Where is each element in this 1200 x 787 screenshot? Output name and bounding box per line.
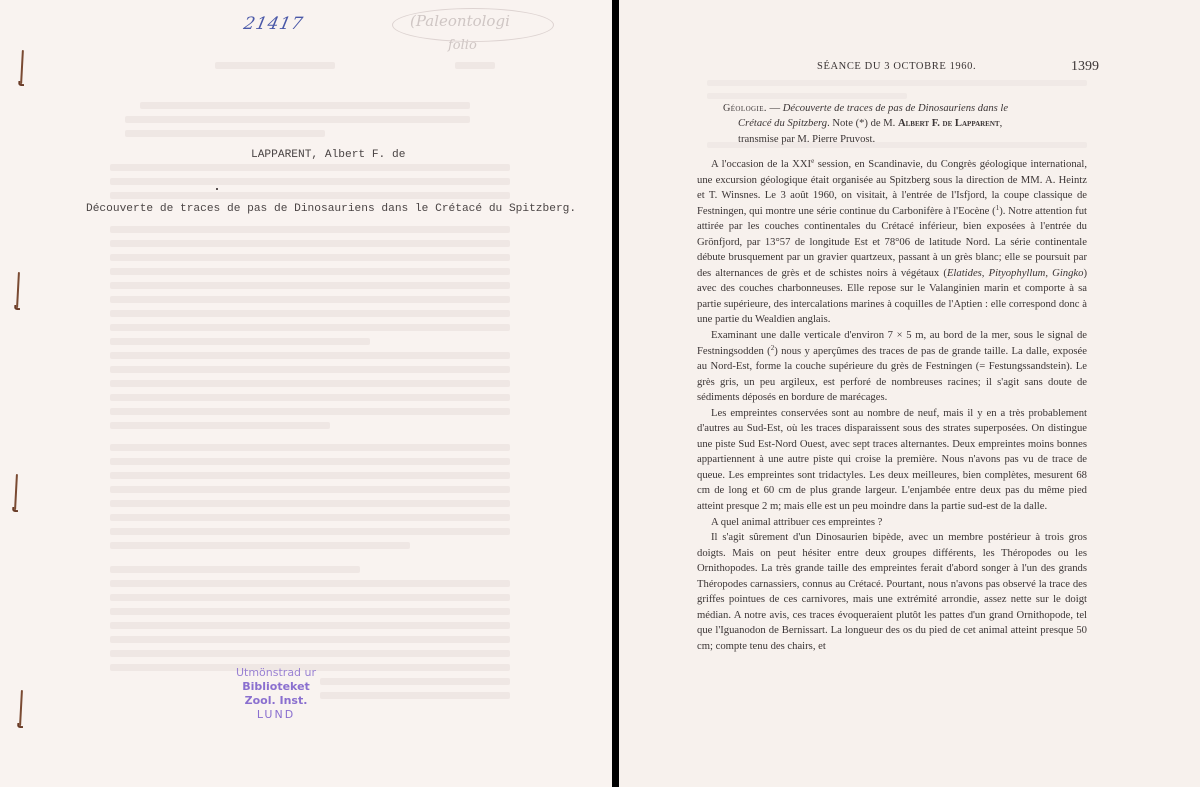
article-author: Albert F. de Lapparent — [897, 118, 1000, 130]
accession-number: 21417 — [241, 14, 306, 34]
pencil-annotation-folio: folio — [448, 38, 477, 53]
paragraph-5: Il s'agit sûrement d'un Dinosaurien bipède, avec un membre postérieur à trois gros doigts. Mais on peut hésiter entre deux groupes différents, les Théropodes ou les Ornithopodes. La très grande taille des empreintes ferait d'abord songer à l'un des grands Théropodes carnassiers, connus au Crétacé. Pourtant, nous n'avons pas observé la trace des griffes pointues de ces carnivores, mais une extrémité arrondie, assez nette sur le doigt médian. A notre avis, ces traces évoqueraient plutôt les pattes d'un grand Ornithopode, tel que l'Iguanodon de Bernissart. La longueur des os du pied de cet animal atteint presque 50 cm; compte tenu des chairs, et — [697, 532, 1087, 652]
pencil-annotation: (Paleontologi — [410, 12, 510, 30]
author-line: LAPPARENT, Albert F. de — [251, 149, 406, 161]
section-label: Géologie. — [723, 103, 767, 114]
stamp-line-3: Zool. Inst. — [244, 694, 308, 707]
footnote-ref-1: 1 — [995, 203, 1000, 212]
staple-1 — [20, 50, 24, 84]
transmitted-by: transmise par M. Pierre Pruvost. — [738, 133, 876, 145]
library-stamp — [226, 666, 326, 722]
typed-dot — [216, 188, 218, 190]
article-body — [697, 157, 1087, 655]
note-header: Géologie. — Découverte de traces de pas de Dinosauriens dans le Crétacé du Spitzberg. Note (*) de M. Albert F. de Lapparent, transmise par M. Pierre Pruvost. — [723, 101, 1123, 147]
plant-taxa: Elatides, Pityophyllum, Gingko — [946, 267, 1084, 279]
staple-3 — [14, 474, 18, 510]
title-line: Découverte de traces de pas de Dinosauriens dans le Crétacé du Spitzberg. — [86, 203, 577, 215]
running-head: SÉANCE DU 3 OCTOBRE 1960. — [817, 61, 977, 72]
page-number: 1399 — [1071, 59, 1099, 74]
staple-4 — [19, 690, 23, 726]
stamp-line-4: LUND — [256, 708, 296, 721]
staple-2 — [16, 272, 20, 308]
article-title-cont: Crétacé du Spitzberg — [738, 118, 828, 130]
paragraph-2: Examinant une dalle verticale d'environ 7 × 5 m, au bord de la mer, sous le signal de Festningsodden ($^2$) nous y aperçûmes des traces de pas de grande taille. La dalle, exposée au Nord-Est, forme la couche supérieure du grès de Festningen (= Festungssandstein). Le grès gris, un peu argileux, est perforé de nombreuses racines; il s'agit sans doute de sédiments déposés en bordure de marécages. — [697, 330, 1087, 404]
stamp-line-1: Utmönstrad ur — [235, 666, 317, 679]
paragraph-3: Les empreintes conservées sont au nombre de neuf, mais il y en a très probablement d'autres au Sud-Est, où les traces disparaissent sous des strates superposées. On distingue une piste Sud Est-Nord Ouest, avec sept traces alternantes. Deux empreintes moins bonnes appartiennent à une autre piste qui croise la première. Nous n'avons pas vu de trace de queue. Les empreintes sont tridactyles. Les deux meilleures, bien complètes, mesurent 68 cm de long et 60 cm de plus grande largeur. L'enjambée entre deux pas du même pied atteint presque 2 m; mais elle est un peu moindre dans la partie sud-est de la dalle. — [697, 407, 1087, 513]
footnote-ref-2: 2 — [770, 343, 775, 352]
paragraph-1: A l'occasion de la XXIe session, en Scandinavie, du Congrès géologique international, une excursion géologique était organisée au Spitzberg sous la direction de MM. A. Heintz et T. Winsnes. Le 3 août 1960, on visitait, à l'entrée de l'Isfjord, la coupe classique de Festningen, qui montre une série continue du Carbonifère à l'Eocène ($^1$). Notre attention fut attirée par les couches continentales du Crétacé inférieur, bien exposées à l'entrée du Grönfjord, par 13°57 de longitude Est et 78°06 de latitude Nord. La série continentale débute brusquement par un gravier quartzeux, passant à un grès blanc; elle se poursuit par des alternances de grès et de schistes noirs à végétaux (Elatides, Pityophyllum, Gingko) avec des couches charbonneuses. Elle repose sur le Valanginien marin et comporte à sa partie supérieure, des intercalations marines à coquilles de l'Aptien : elle correspond donc à une partie du Wealdien anglais. — [697, 157, 1088, 326]
stamp-line-2: Biblioteket — [242, 680, 310, 693]
article-title: Découverte de traces de pas de Dinosauriens dans le — [782, 103, 1009, 114]
paragraph-4-question: A quel animal attribuer ces empreintes ? — [711, 516, 883, 528]
right-page-article — [619, 0, 1200, 787]
